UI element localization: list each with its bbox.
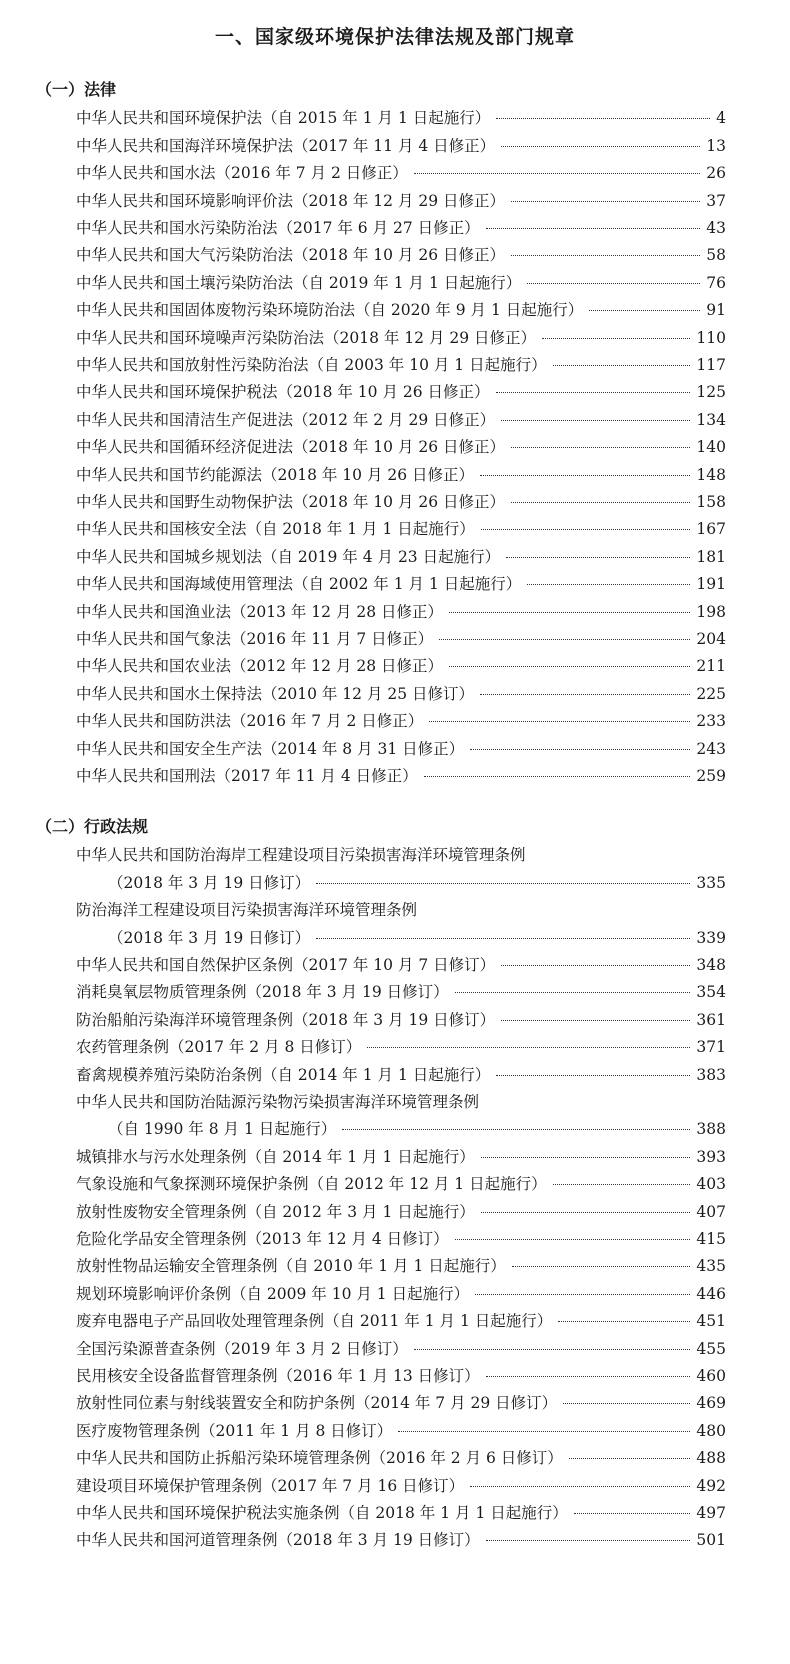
toc-entry[interactable] xyxy=(76,1034,726,1060)
page-number: 91 xyxy=(706,301,726,320)
page-number: 455 xyxy=(696,1339,726,1358)
dot-leader xyxy=(511,447,690,448)
section-heading: （一）法律 xyxy=(36,80,117,99)
toc-entry-text: 畜禽规模养殖污染防治条例（自 2014 年 1 月 1 日起施行） xyxy=(76,1065,491,1084)
page-number: 191 xyxy=(696,575,726,594)
dot-leader xyxy=(455,1239,691,1240)
dot-leader xyxy=(480,694,690,695)
dot-leader xyxy=(501,146,700,147)
toc-entry[interactable] xyxy=(76,1418,726,1444)
page-number: 361 xyxy=(696,1010,726,1029)
toc-entry-text: 中华人民共和国清洁生产促进法（2012 年 2 月 29 日修正） xyxy=(76,410,496,429)
toc-entry-text: 中华人民共和国防止拆船污染环境管理条例（2016 年 2 月 6 日修订） xyxy=(76,1449,563,1468)
page-number: 26 xyxy=(706,164,726,183)
dot-leader xyxy=(558,1321,690,1322)
page-number: 117 xyxy=(696,356,726,374)
page-number: 140 xyxy=(696,438,726,457)
dot-leader xyxy=(506,557,690,558)
page-number: 225 xyxy=(696,684,726,703)
toc-entry[interactable] xyxy=(76,489,726,515)
dot-leader xyxy=(486,1540,691,1541)
toc-entry-text: 中华人民共和国土壤污染防治法（自 2019 年 1 月 1 日起施行） xyxy=(76,273,522,292)
toc-entry-text: 中华人民共和国河道管理条例（2018 年 3 月 19 日修订） xyxy=(76,1531,480,1550)
toc-entry[interactable] xyxy=(76,325,726,351)
toc-entry[interactable] xyxy=(76,1281,726,1307)
toc-entry[interactable] xyxy=(76,544,726,570)
toc-entry-text: （2018 年 3 月 19 日修订） xyxy=(108,873,311,892)
dot-leader xyxy=(496,1075,690,1076)
dot-leader xyxy=(414,173,700,174)
toc-entry-text: 中华人民共和国核安全法（自 2018 年 1 月 1 日起施行） xyxy=(76,520,475,539)
page-number: 497 xyxy=(696,1504,726,1522)
toc-entry-text: 中华人民共和国安全生产法（2014 年 8 月 31 日修正） xyxy=(76,739,465,758)
toc-entry-text: 中华人民共和国城乡规划法（自 2019 年 4 月 23 日起施行） xyxy=(76,547,501,566)
dot-leader xyxy=(475,1294,690,1295)
page-number: 354 xyxy=(696,983,726,1002)
toc-entry[interactable] xyxy=(76,352,726,378)
page-number: 335 xyxy=(696,873,726,892)
toc-entry-title: 中华人民共和国防治海岸工程建设项目污染损害海洋环境管理条例 xyxy=(76,846,526,865)
toc-entry[interactable] xyxy=(76,516,726,542)
toc-entry-text: 中华人民共和国环境噪声污染防治法（2018 年 12 月 29 日修正） xyxy=(76,328,537,347)
page-number: 37 xyxy=(706,191,726,210)
toc-entry-text: 中华人民共和国刑法（2017 年 11 月 4 日修正） xyxy=(76,767,418,785)
dot-leader xyxy=(589,310,700,311)
toc-entry[interactable] xyxy=(76,979,726,1005)
toc-entry-text: 中华人民共和国渔业法（2013 年 12 月 28 日修正） xyxy=(76,602,444,621)
page-number: 415 xyxy=(696,1230,726,1248)
toc-entry-text: 中华人民共和国气象法（2016 年 11 月 7 日修正） xyxy=(76,630,434,648)
dot-leader xyxy=(481,1212,691,1213)
dot-leader xyxy=(367,1047,690,1048)
toc-entry-text: 中华人民共和国节约能源法（2018 年 10 月 26 日修正） xyxy=(76,465,475,484)
toc-entry-text: 规划环境影响评价条例（自 2009 年 10 月 1 日起施行） xyxy=(76,1284,470,1303)
page-number: 451 xyxy=(696,1312,726,1331)
toc-entry[interactable] xyxy=(76,736,726,762)
dot-leader xyxy=(481,529,691,530)
page-number: 388 xyxy=(696,1120,726,1139)
toc-entry[interactable] xyxy=(76,1500,726,1526)
toc-entry-text: 中华人民共和国野生动物保护法（2018 年 10 月 26 日修正） xyxy=(76,493,506,511)
page-number: 348 xyxy=(696,956,726,974)
toc-entry[interactable] xyxy=(76,1007,726,1033)
dot-leader xyxy=(414,1349,691,1350)
toc-entry-text: 消耗臭氧层物质管理条例（2018 年 3 月 19 日修订） xyxy=(76,983,449,1002)
toc-entry[interactable] xyxy=(108,925,726,951)
page-number: 58 xyxy=(706,246,726,265)
dot-leader xyxy=(527,283,700,284)
toc-entry-text: 中华人民共和国环境保护税法（2018 年 10 月 26 日修正） xyxy=(76,383,490,402)
toc-entry[interactable] xyxy=(76,1527,726,1553)
toc-entry-text: 中华人民共和国水污染防治法（2017 年 6 月 27 日修正） xyxy=(76,219,480,237)
page-number: 446 xyxy=(696,1284,726,1303)
dot-leader xyxy=(486,228,701,229)
page-number: 198 xyxy=(696,602,726,621)
dot-leader xyxy=(496,118,710,119)
page-number: 460 xyxy=(696,1367,726,1385)
toc-entry[interactable] xyxy=(76,133,726,159)
toc-entry[interactable] xyxy=(76,379,726,405)
toc-entry-text: 中华人民共和国固体废物污染环境防治法（自 2020 年 9 月 1 日起施行） xyxy=(76,301,584,320)
toc-entry-text: 中华人民共和国循环经济促进法（2018 年 10 月 26 日修正） xyxy=(76,438,506,457)
dot-leader xyxy=(449,612,690,613)
dot-leader xyxy=(470,749,690,750)
toc-entry[interactable] xyxy=(76,1171,726,1197)
dot-leader xyxy=(501,965,690,966)
toc-entry[interactable] xyxy=(76,1473,726,1499)
dot-leader xyxy=(511,201,700,202)
toc-entry[interactable] xyxy=(76,952,726,978)
page-number: 204 xyxy=(696,630,726,648)
toc-entry-text: 中华人民共和国环境影响评价法（2018 年 12 月 29 日修正） xyxy=(76,191,506,210)
toc-entry-text: 中华人民共和国自然保护区条例（2017 年 10 月 7 日修订） xyxy=(76,956,496,974)
toc-entry[interactable] xyxy=(76,1336,726,1362)
toc-entry-text: 中华人民共和国环境保护税法实施条例（自 2018 年 1 月 1 日起施行） xyxy=(76,1504,568,1522)
toc-entry[interactable] xyxy=(76,1390,726,1416)
toc-entry-text: 中华人民共和国防洪法（2016 年 7 月 2 日修正） xyxy=(76,712,424,731)
toc-entry-title: 中华人民共和国防治陆源污染物污染损害海洋环境管理条例 xyxy=(76,1093,480,1111)
toc-entry-text: 危险化学品安全管理条例（2013 年 12 月 4 日修订） xyxy=(76,1230,449,1248)
page-number: 110 xyxy=(696,328,726,347)
page-number: 492 xyxy=(696,1476,726,1495)
toc-entry-title: 防治海洋工程建设项目污染损害海洋环境管理条例 xyxy=(76,901,418,920)
toc-entry[interactable] xyxy=(76,105,726,131)
page-number: 233 xyxy=(696,712,726,731)
toc-entry-text: 气象设施和气象探测环境保护条例（自 2012 年 12 月 1 日起施行） xyxy=(76,1175,547,1194)
toc-entry[interactable] xyxy=(76,599,726,625)
page-number: 125 xyxy=(696,383,726,402)
dot-leader xyxy=(569,1458,691,1459)
dot-leader xyxy=(542,338,690,339)
toc-entry[interactable] xyxy=(76,462,726,488)
page-number: 13 xyxy=(706,136,726,155)
toc-entry-text: 放射性物品运输安全管理条例（自 2010 年 1 月 1 日起施行） xyxy=(76,1257,506,1276)
dot-leader xyxy=(527,584,690,585)
page-number: 76 xyxy=(706,273,726,292)
toc-entry[interactable] xyxy=(76,681,726,707)
dot-leader xyxy=(424,776,691,777)
dot-leader xyxy=(574,1513,691,1514)
toc-entry-text: 放射性同位素与射线装置安全和防护条例（2014 年 7 月 29 日修订） xyxy=(76,1394,558,1413)
toc-entry-text: （2018 年 3 月 19 日修订） xyxy=(108,928,311,947)
toc-entry[interactable] xyxy=(76,160,726,186)
dot-leader xyxy=(342,1129,690,1130)
toc-entry[interactable] xyxy=(76,1308,726,1334)
page-number: 469 xyxy=(696,1394,726,1413)
page-number: 393 xyxy=(696,1147,726,1166)
toc-entry[interactable] xyxy=(76,1199,726,1225)
dot-leader xyxy=(511,255,700,256)
toc-entry-text: 防治船舶污染海洋环境管理条例（2018 年 3 月 19 日修订） xyxy=(76,1010,496,1029)
page-number: 158 xyxy=(696,493,726,511)
toc-entry[interactable] xyxy=(76,1363,726,1389)
toc-entry[interactable] xyxy=(76,708,726,734)
toc-entry[interactable] xyxy=(76,270,726,296)
toc-entry[interactable] xyxy=(76,1144,726,1170)
dot-leader xyxy=(449,666,690,667)
page-number: 339 xyxy=(696,928,726,947)
dot-leader xyxy=(553,1184,691,1185)
page-number: 243 xyxy=(696,739,726,758)
page-number: 383 xyxy=(696,1065,726,1084)
dot-leader xyxy=(501,420,690,421)
page-number: 148 xyxy=(696,465,726,484)
dot-leader xyxy=(496,392,691,393)
page-number: 4 xyxy=(716,109,726,128)
toc-entry-text: 医疗废物管理条例（2011 年 1 月 8 日修订） xyxy=(76,1421,393,1440)
page-number: 211 xyxy=(696,657,726,676)
dot-leader xyxy=(563,1403,690,1404)
toc-entry[interactable] xyxy=(76,626,726,652)
dot-leader xyxy=(470,1486,690,1487)
toc-entry-text: 中华人民共和国环境保护法（自 2015 年 1 月 1 日起施行） xyxy=(76,109,491,128)
toc-entry-text: 民用核安全设备监督管理条例（2016 年 1 月 13 日修订） xyxy=(76,1367,480,1385)
toc-entry[interactable] xyxy=(76,188,726,214)
toc-entry-text: 中华人民共和国放射性污染防治法（自 2003 年 10 月 1 日起施行） xyxy=(76,356,547,374)
page-number: 403 xyxy=(696,1175,726,1194)
toc-entry[interactable] xyxy=(76,1445,726,1471)
page-number: 134 xyxy=(696,410,726,429)
toc-entry-text: 中华人民共和国农业法（2012 年 12 月 28 日修正） xyxy=(76,657,444,676)
page-number: 371 xyxy=(696,1038,726,1057)
toc-entry-text: 全国污染源普查条例（2019 年 3 月 2 日修订） xyxy=(76,1339,408,1358)
toc-entry-text: 中华人民共和国大气污染防治法（2018 年 10 月 26 日修正） xyxy=(76,246,506,265)
toc-entry[interactable] xyxy=(76,242,726,268)
page-title: 一、国家级环境保护法律法规及部门规章 xyxy=(214,26,575,48)
toc-entry[interactable] xyxy=(76,653,726,679)
dot-leader xyxy=(316,938,690,939)
page-number: 43 xyxy=(706,219,726,237)
toc-entry-text: 放射性废物安全管理条例（自 2012 年 3 月 1 日起施行） xyxy=(76,1202,475,1221)
dot-leader xyxy=(486,1376,691,1377)
dot-leader xyxy=(481,1157,691,1158)
page-number: 480 xyxy=(696,1421,726,1440)
toc-entry-text: （自 1990 年 8 月 1 日起施行） xyxy=(108,1120,337,1139)
toc-entry-text: 废弃电器电子产品回收处理管理条例（自 2011 年 1 月 1 日起施行） xyxy=(76,1312,553,1331)
page-number: 488 xyxy=(696,1449,726,1468)
dot-leader xyxy=(501,1020,690,1021)
dot-leader xyxy=(455,992,691,993)
toc-entry-text: 农药管理条例（2017 年 2 月 8 日修订） xyxy=(76,1038,362,1057)
dot-leader xyxy=(511,502,690,503)
toc-entry[interactable] xyxy=(76,1253,726,1279)
toc-entry[interactable] xyxy=(76,571,726,597)
dot-leader xyxy=(429,721,690,722)
page-number: 181 xyxy=(696,547,726,566)
toc-entry[interactable] xyxy=(76,434,726,460)
page-number: 435 xyxy=(696,1257,726,1276)
toc-entry[interactable] xyxy=(76,215,726,241)
toc-entry[interactable] xyxy=(76,407,726,433)
toc-entry-text: 建设项目环境保护管理条例（2017 年 7 月 16 日修订） xyxy=(76,1476,465,1495)
dot-leader xyxy=(553,365,691,366)
page-number: 259 xyxy=(696,767,726,785)
dot-leader xyxy=(480,475,690,476)
dot-leader xyxy=(398,1431,690,1432)
dot-leader xyxy=(439,639,690,640)
dot-leader xyxy=(316,883,690,884)
toc-entry[interactable] xyxy=(76,1226,726,1252)
page-number: 167 xyxy=(696,520,726,539)
toc-entry[interactable] xyxy=(76,1062,726,1088)
toc-entry[interactable] xyxy=(76,763,726,789)
toc-entry-text: 城镇排水与污水处理条例（自 2014 年 1 月 1 日起施行） xyxy=(76,1147,475,1166)
toc-entry-text: 中华人民共和国水土保持法（2010 年 12 月 25 日修订） xyxy=(76,684,475,703)
toc-entry-text: 中华人民共和国水法（2016 年 7 月 2 日修正） xyxy=(76,164,408,183)
section-heading: （二）行政法规 xyxy=(36,817,149,836)
toc-entry[interactable] xyxy=(76,297,726,323)
page-number: 501 xyxy=(696,1531,726,1550)
toc-entry-text: 中华人民共和国海洋环境保护法（2017 年 11 月 4 日修正） xyxy=(76,136,496,155)
dot-leader xyxy=(512,1266,691,1267)
toc-entry[interactable] xyxy=(108,1116,726,1142)
toc-entry-text: 中华人民共和国海域使用管理法（自 2002 年 1 月 1 日起施行） xyxy=(76,575,522,594)
toc-entry[interactable] xyxy=(108,870,726,896)
page-number: 407 xyxy=(696,1202,726,1221)
